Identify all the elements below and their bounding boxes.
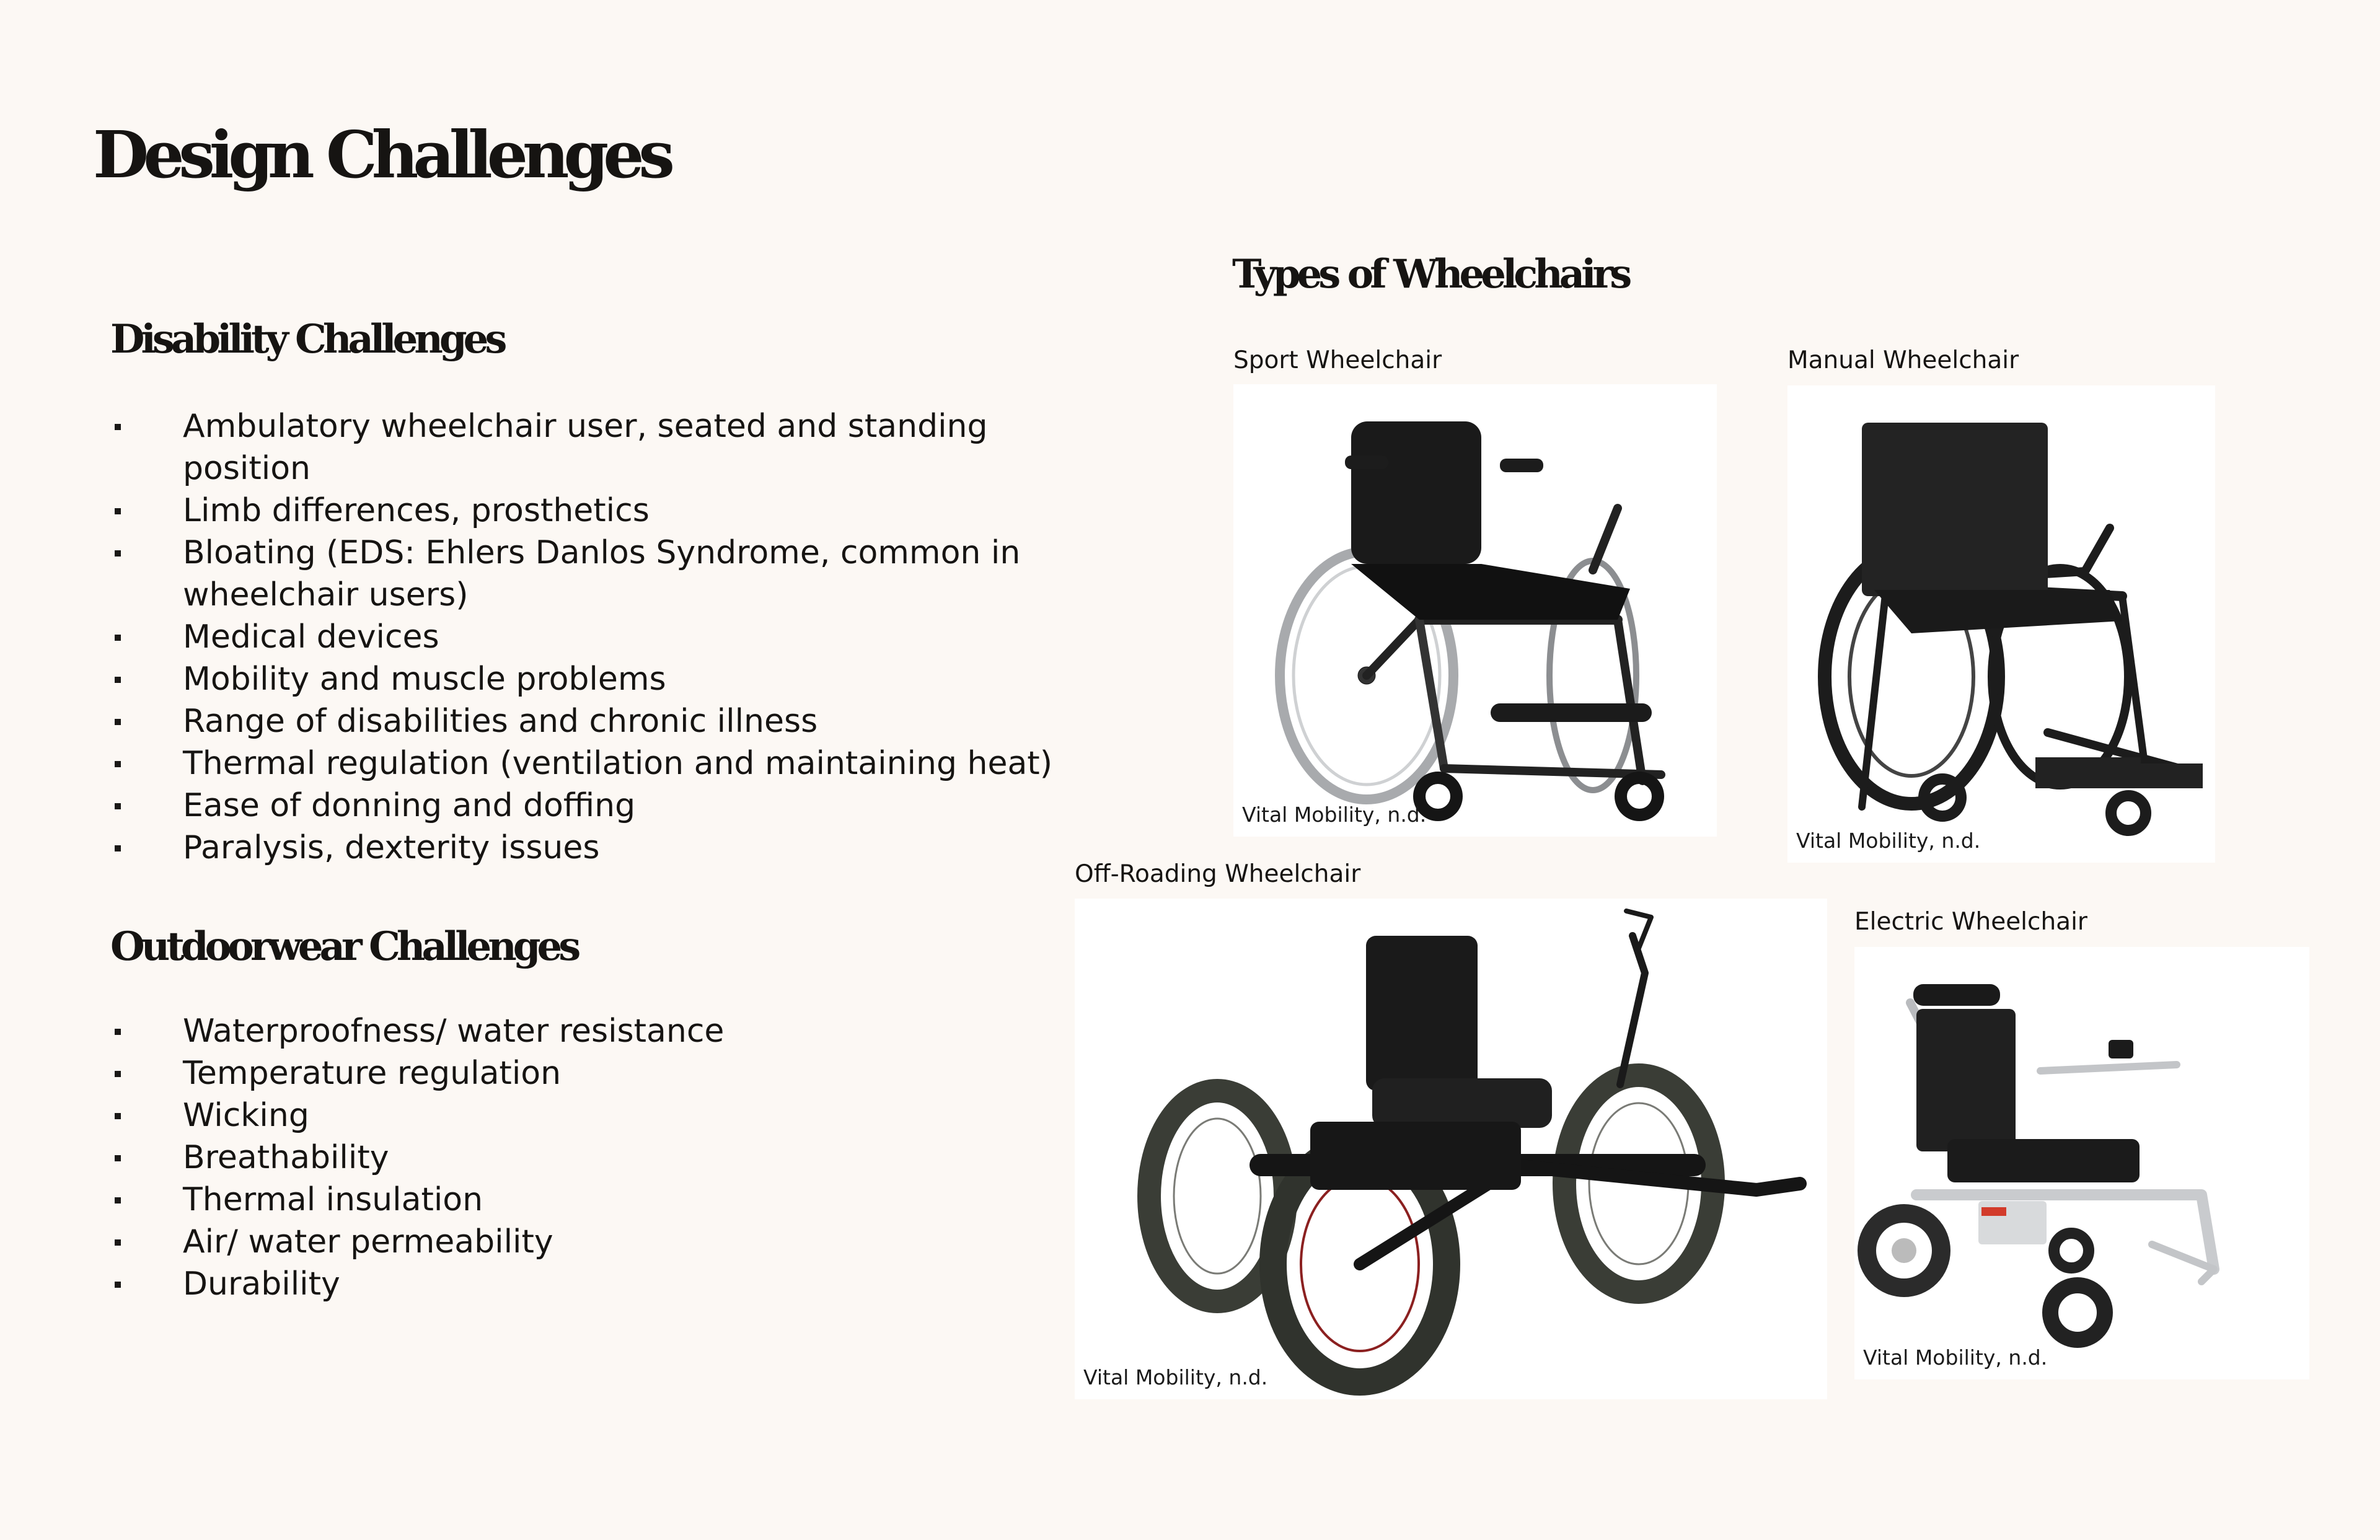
- bullet-icon: [115, 1155, 121, 1161]
- bullet-icon: [115, 677, 121, 683]
- bullet-icon: [115, 845, 121, 851]
- bullet-icon: [115, 1029, 121, 1035]
- bullet-icon: [115, 424, 121, 430]
- bullet-icon: [115, 1282, 121, 1288]
- list-item: Medical devices: [93, 616, 1097, 658]
- bullet-icon: [115, 719, 121, 725]
- list-item: Breathability: [93, 1137, 1097, 1179]
- bullet-icon: [115, 803, 121, 809]
- sport-wheelchair-credit: Vital Mobility, n.d.: [1242, 803, 1427, 827]
- bullet-icon: [115, 1197, 121, 1203]
- manual-wheelchair-icon: [1787, 385, 2215, 863]
- bullet-icon: [115, 1239, 121, 1246]
- wheelchair-types-heading: Types of Wheelchairs: [1232, 251, 1629, 297]
- electric-wheelchair-photo: [1854, 947, 2309, 1379]
- sport-wheelchair-icon: [1233, 384, 1717, 837]
- list-item: Air/ water permeability: [93, 1221, 1097, 1263]
- sport-wheelchair-photo: [1233, 384, 1717, 837]
- offroad-wheelchair-photo: [1075, 899, 1827, 1399]
- outdoorwear-challenges-list: [93, 1010, 1097, 1305]
- disability-challenges-list: [93, 405, 1097, 869]
- list-item: Limb differences, prosthetics: [93, 490, 1097, 532]
- disability-challenges-heading: Disability Challenges: [110, 316, 504, 363]
- sport-wheelchair-caption: Sport Wheelchair: [1233, 346, 1442, 374]
- bullet-icon: [115, 761, 121, 767]
- list-item: Range of disabilities and chronic illness: [93, 700, 1097, 742]
- electric-wheelchair-icon: [1854, 947, 2309, 1379]
- list-item: Temperature regulation: [93, 1052, 1097, 1094]
- bullet-icon: [115, 1113, 121, 1119]
- list-item: Ambulatory wheelchair user, seated and standing position: [93, 405, 1097, 490]
- list-item: Bloating (EDS: Ehlers Danlos Syndrome, common in wheelchair users): [93, 532, 1097, 616]
- offroad-wheelchair-icon: [1075, 899, 1827, 1399]
- bullet-icon: [115, 508, 121, 514]
- list-item: Durability: [93, 1263, 1097, 1305]
- manual-wheelchair-caption: Manual Wheelchair: [1787, 346, 2019, 374]
- bullet-icon: [115, 1071, 121, 1077]
- bullet-icon: [115, 635, 121, 641]
- list-item: Mobility and muscle problems: [93, 658, 1097, 700]
- electric-wheelchair-caption: Electric Wheelchair: [1854, 908, 2087, 936]
- list-item: Ease of donning and doffing: [93, 785, 1097, 827]
- bullet-icon: [115, 550, 121, 557]
- list-item: Paralysis, dexterity issues: [93, 827, 1097, 869]
- list-item: Thermal regulation (ventilation and maintaining heat): [93, 742, 1097, 785]
- electric-wheelchair-credit: Vital Mobility, n.d.: [1863, 1345, 2048, 1370]
- list-item: Wicking: [93, 1094, 1097, 1137]
- list-item: Thermal insulation: [93, 1179, 1097, 1221]
- list-item: Waterproofness/ water resistance: [93, 1010, 1097, 1052]
- manual-wheelchair-photo: [1787, 385, 2215, 863]
- page-title: Design Challenges: [93, 117, 669, 193]
- offroad-wheelchair-credit: Vital Mobility, n.d.: [1083, 1365, 1268, 1389]
- offroad-wheelchair-caption: Off-Roading Wheelchair: [1075, 860, 1361, 888]
- manual-wheelchair-credit: Vital Mobility, n.d.: [1796, 829, 1981, 853]
- outdoorwear-challenges-heading: Outdoorwear Challenges: [110, 923, 578, 970]
